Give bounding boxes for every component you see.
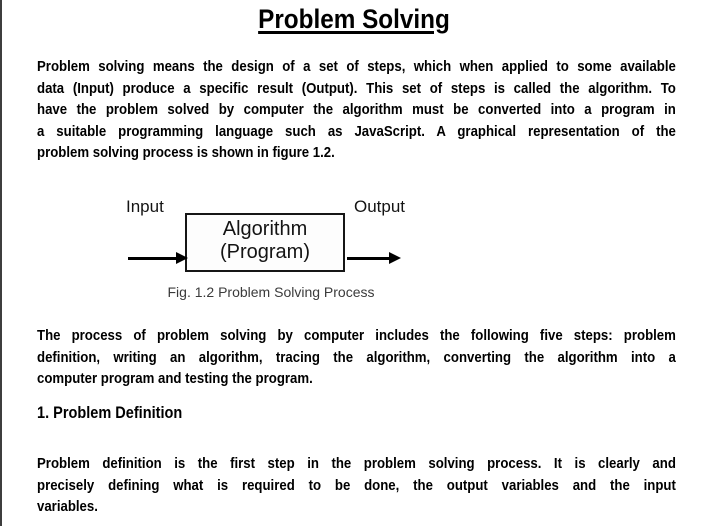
paragraph-2 (37, 325, 676, 390)
output-arrow-line (347, 257, 390, 260)
algorithm-box (185, 213, 345, 272)
input-label: Input (126, 197, 164, 216)
algorithm-box-line1: Algorithm (222, 218, 308, 240)
output-label: Output (354, 197, 406, 216)
page-title: Problem Solving (258, 4, 450, 34)
paragraph-line: definition, writing an algorithm, tracing the algorithm, converting the algorithm into a (37, 348, 676, 366)
paragraph-line: have the problem solved by computer the algorithm must be converted into a program in (37, 101, 676, 118)
paragraph-3 (37, 453, 676, 518)
paragraph-line: variables. (37, 498, 98, 515)
section-heading: 1. Problem Definition (37, 404, 183, 422)
paragraph-1 (37, 56, 676, 164)
paragraph-line: problem solving process is shown in figure 1.2. (37, 144, 335, 161)
page-left-border (0, 0, 2, 526)
input-arrowhead-icon (176, 252, 188, 264)
paragraph-line: Problem solving means the design of a set of steps, which when applied to some available (37, 58, 676, 75)
output-arrowhead-icon (389, 252, 401, 264)
paragraph-line: a suitable programming language such as JavaScript. A graphical representation of the (37, 122, 676, 140)
paragraph-line: Problem definition is the first step in the problem solving process. It is clearly and (37, 455, 676, 472)
paragraph-line: computer program and testing the program. (37, 370, 313, 387)
paragraph-line: The process of problem solving by computer includes the following five steps: problem (37, 327, 676, 344)
paragraph-line: precisely defining what is required to be done, the output variables and the input (37, 476, 676, 494)
input-arrow-line (128, 257, 178, 260)
paragraph-line: data (Input) produce a specific result (Output). This set of steps is called the algorithm. To (37, 79, 676, 97)
algorithm-box-line2: (Program) (219, 241, 310, 263)
figure-caption: Fig. 1.2 Problem Solving Process (167, 284, 375, 300)
